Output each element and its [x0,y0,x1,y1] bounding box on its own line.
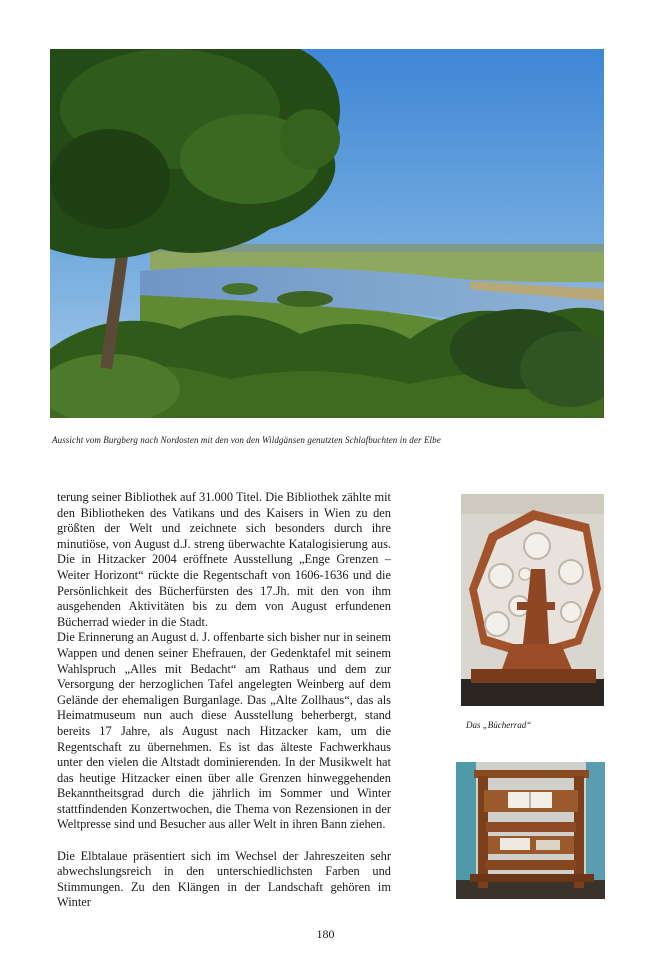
reading-desk-photo [456,762,605,899]
paragraph-1: terung seiner Bibliothek auf 31.000 Titel. Die Bibliothek zählte mit den Bibliotheken des Vatikans und des Kaisers in Wien zu den größten der Welt und zeichnete sich besonders durch ihre minutiöse, von August d.J. streng überwachte Katalogisierung aus. Die in Hitzacker 2004 eröffnete Ausstellung „Enge Grenzen – Weiter Horizont“ rückte die Regentschaft von 1606-1636 und die Persönlichkeit des Bücherfürsten des 17.Jh. mit den von ihm ausgehenden Aktivitäten bis zu dem von August erfundenen Bücherrad wieder in die Stadt. [57,490,391,629]
hero-caption: Aussicht vom Burgberg nach Nordosten mit den von den Wildgänsen genutzten Schlafbuchten in der Elbe [52,435,441,445]
paragraph-2: Die Erinnerung an August d. J. offenbarte sich bisher nur in seinem Wappen und denen seiner Ehefrauen, der Gedenktafel mit seinem Wahlspruch „Alles mit Bedacht“ am Rathaus und dem zur Versorgung der herzoglichen Tafel angelegten Weinberg auf dem Gelände der ehemaligen Burganlage. Das „Alte Zollhaus“, das als Heimatmuseum nun auch diese Ausstellung beherbergt, stand bereits 17 Jahre, als August nach Hitzacker kam, um die Regentschaft zu übernehmen. Es ist das älteste Fachwerkhaus unter den vielen die Altstadt dominierenden. In der Musikwelt hat das heutige Hitzacker einen über alle Grenzen hinweggehenden Bekanntheitsgrad durch die jährlich im Sommer und Winter stattfindenden Konzertwochen, die Thema von Rezensionen in der Weltpresse sind und Besucher aus aller Welt in ihren Bann ziehen. [57,630,391,832]
paragraph-3: Die Elbtalaue präsentiert sich im Wechsel der Jahreszeiten sehr abwechslungsreich in den unterschiedlichsten Farben und Stimmungen. Zu den Klängen in der Landschaft gehören im Winter [57,848,391,910]
body-text [57,490,391,911]
page-number: 180 [316,927,335,941]
book-wheel-caption: Das „Bücherrad“ [466,720,532,730]
book-wheel-photo [461,494,604,706]
elbe-landscape-photo [50,49,604,418]
